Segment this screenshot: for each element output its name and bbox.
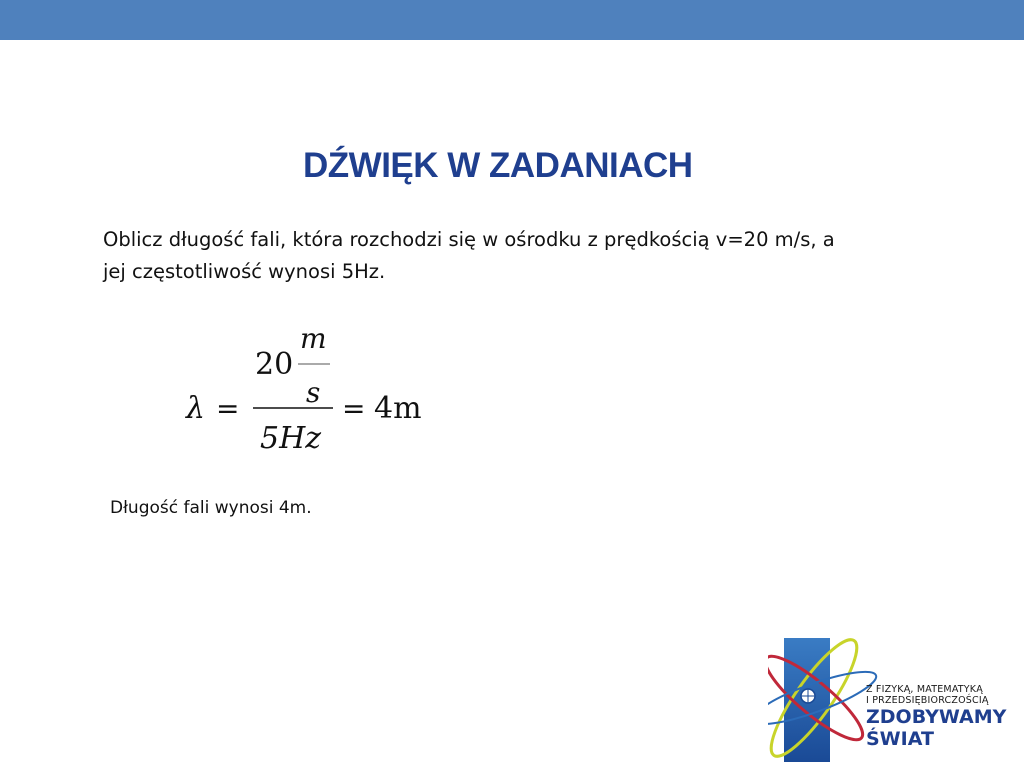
- logo-line-4: ŚWIAT: [866, 728, 934, 750]
- equals-sign: =: [216, 392, 240, 425]
- logo-caption: [866, 684, 1024, 750]
- problem-line-1: Oblicz długość fali, która rozchodzi się w ośrodku z prędkością v=20 m/s, a: [103, 228, 835, 251]
- problem-statement: [103, 224, 983, 288]
- equals-sign-2: =: [342, 392, 366, 425]
- wavelength-formula: [180, 318, 440, 458]
- lambda-symbol: λ: [186, 391, 206, 426]
- unit-denominator: s: [306, 376, 321, 409]
- numerator-value: 20: [255, 347, 294, 382]
- result-value: 4m: [374, 391, 422, 426]
- problem-line-2: jej częstotliwość wynosi 5Hz.: [103, 260, 386, 283]
- answer-text: Długość fali wynosi 4m.: [110, 498, 312, 518]
- logo-line-1: Z FIZYKĄ, MATEMATYKĄ: [866, 684, 983, 695]
- unit-numerator: m: [300, 322, 327, 355]
- project-logo: [768, 622, 1024, 768]
- logo-line-3: ZDOBYWAMY: [866, 706, 1007, 728]
- logo-line-2: I PRZEDSIĘBIORCZOŚCIĄ: [866, 695, 989, 706]
- slide-title: DŹWIĘK W ZADANIACH: [303, 146, 693, 185]
- denominator: 5Hz: [260, 421, 322, 456]
- header-bar: [0, 0, 1024, 40]
